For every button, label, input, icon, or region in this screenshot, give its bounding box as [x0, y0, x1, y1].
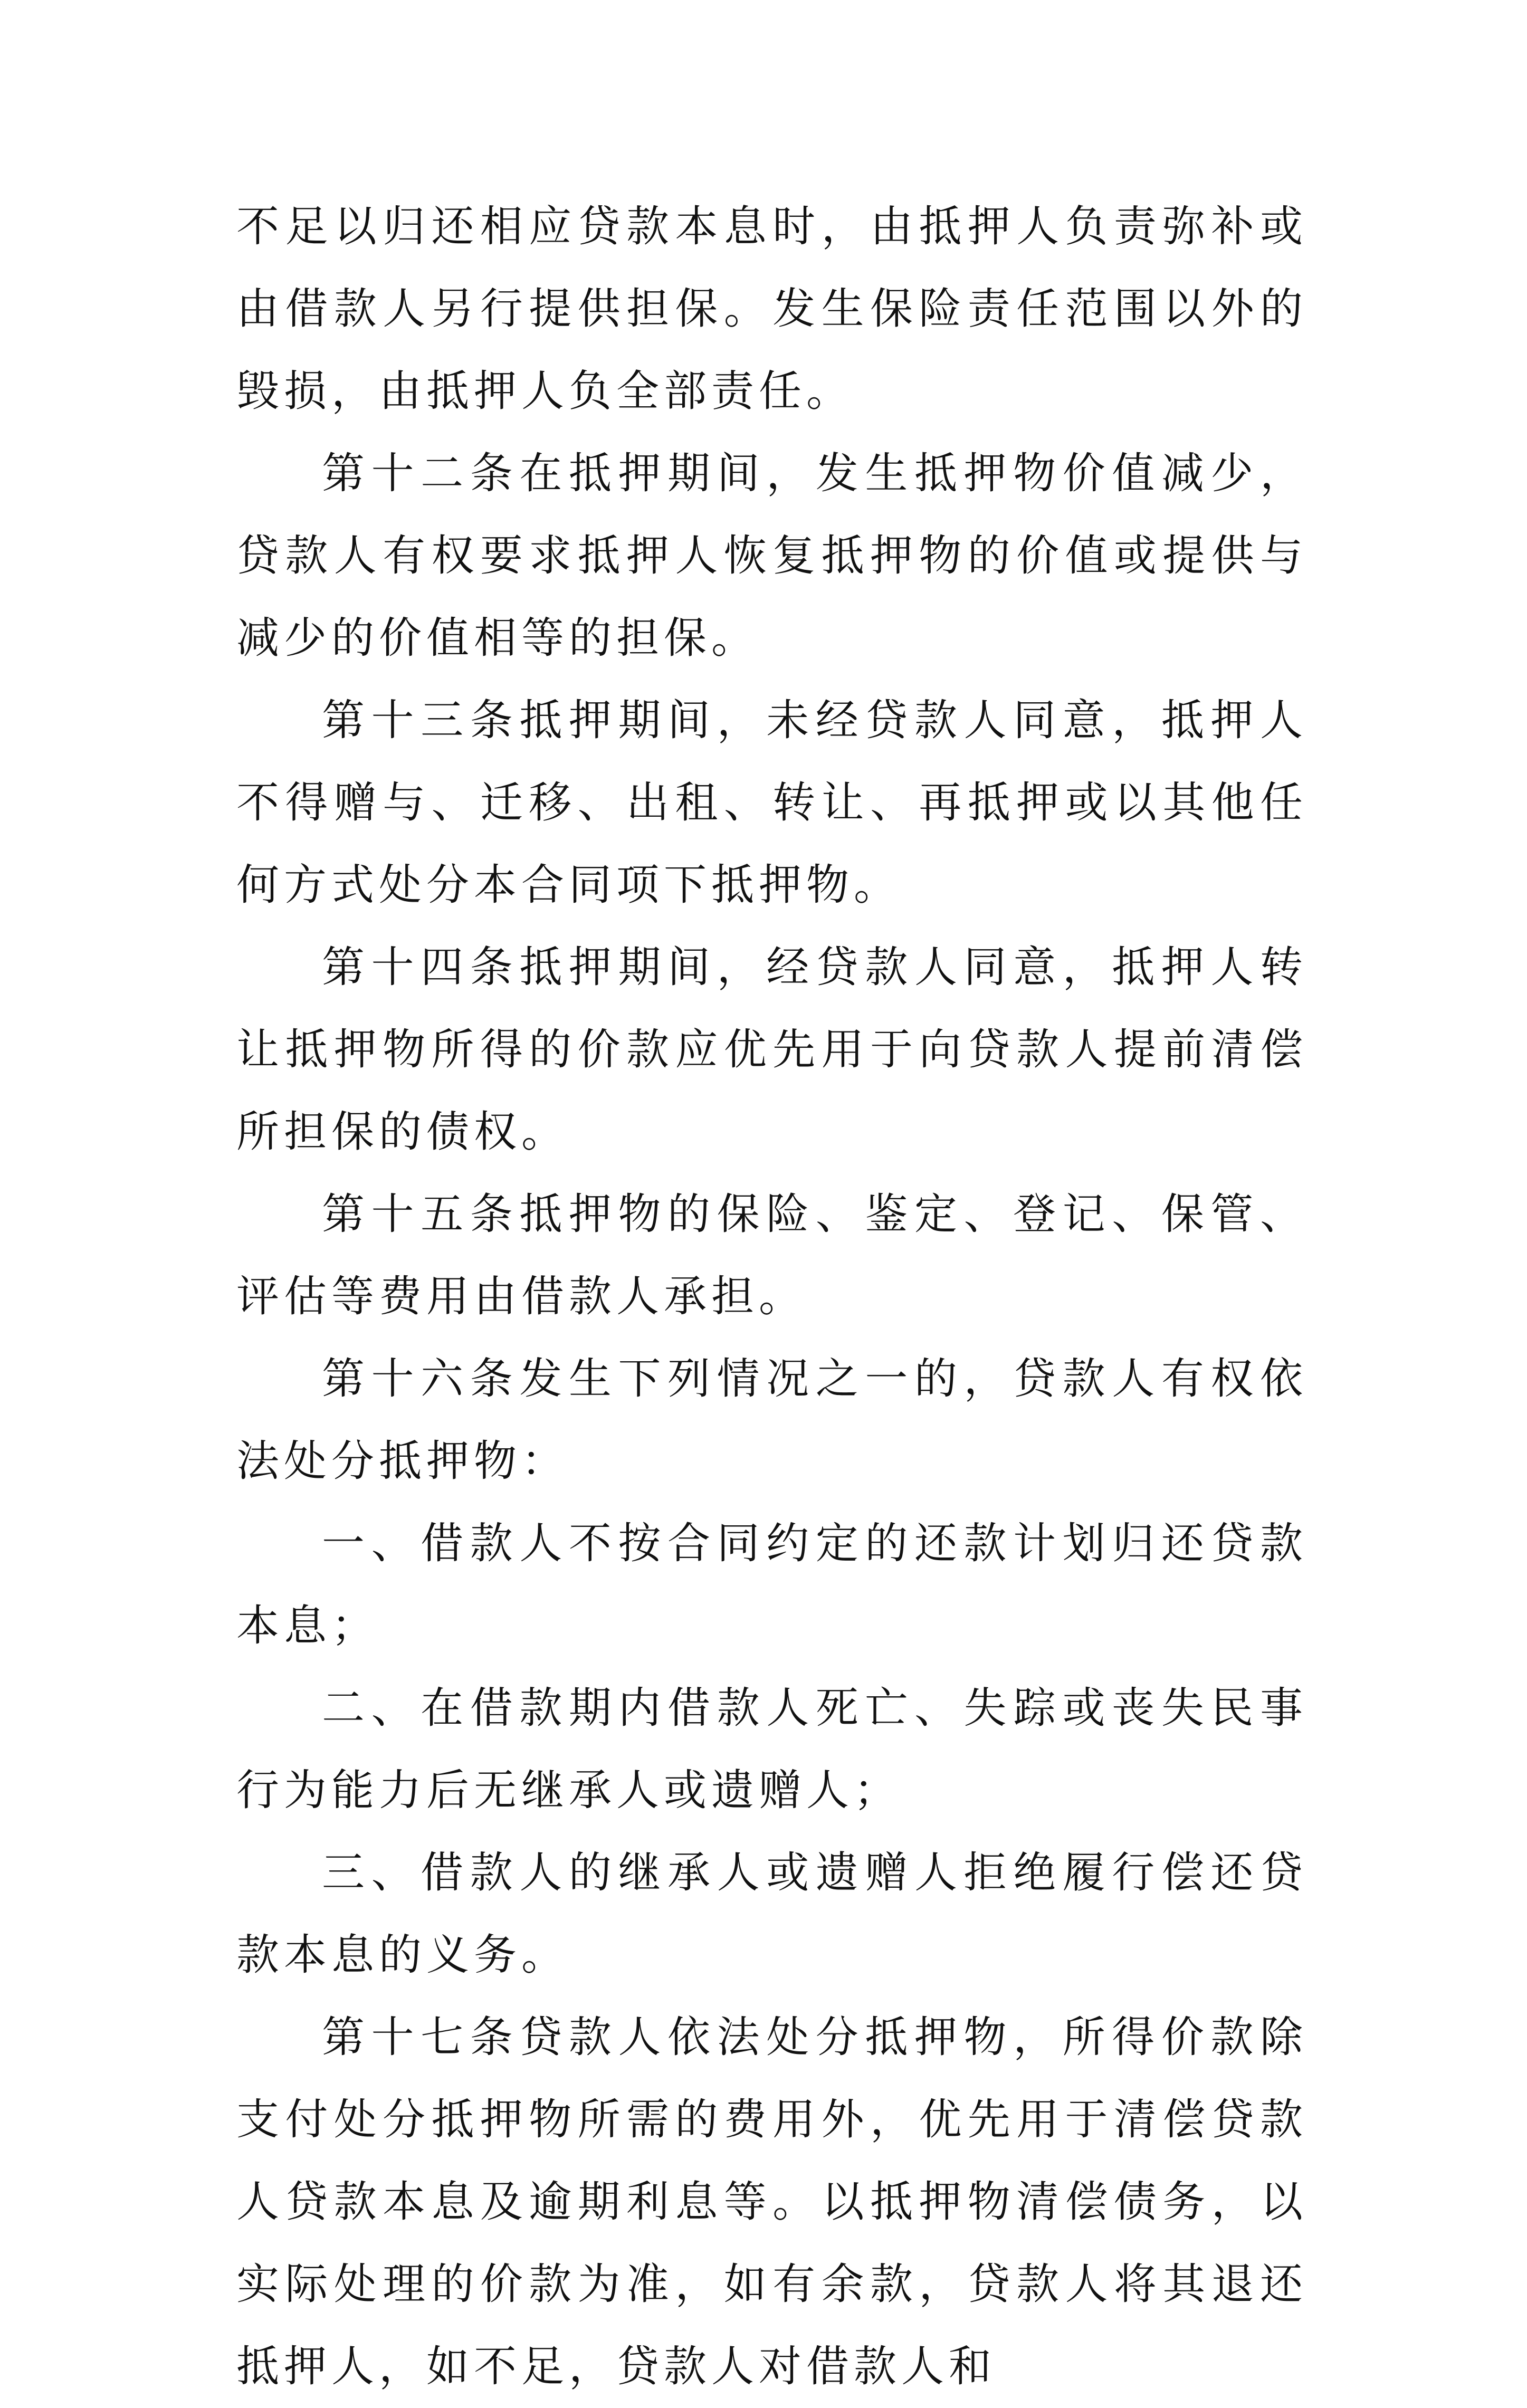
paragraph-continuation: 不足以归还相应贷款本息时，由抵押人负责弥补或由借款人另行提供担保。发生保险责任范围以外的毁损，由抵押人负全部责任。	[236, 202, 1308, 416]
paragraph-article-14: 第十四条抵押期间，经贷款人同意，抵押人转让抵押物所得的价款应优先用于向贷款人提前清偿所担保的债权。	[236, 943, 1308, 1157]
list-item-3: 三、借款人的继承人或遗赠人拒绝履行偿还贷款本息的义务。	[236, 1848, 1308, 1980]
paragraph-article-13: 第十三条抵押期间，未经贷款人同意，抵押人不得赠与、迁移、出租、转让、再抵押或以其他任何方式处分本合同项下抵押物。	[236, 696, 1308, 910]
document-body	[236, 186, 1308, 2408]
paragraph-article-16: 第十六条发生下列情况之一的，贷款人有权依法处分抵押物：	[236, 1354, 1308, 1486]
paragraph-article-17: 第十七条贷款人依法处分抵押物，所得价款除支付处分抵押物所需的费用外，优先用于清偿贷款人贷款本息及逾期利息等。以抵押物清偿债务，以实际处理的价款为准，如有余款，贷款人将其退还抵押人，如不足，贷款人对借款人和	[236, 2013, 1308, 2392]
list-item-1: 一、借款人不按合同约定的还款计划归还贷款本息；	[236, 1519, 1308, 1651]
paragraph-article-15: 第十五条抵押物的保险、鉴定、登记、保管、评估等费用由借款人承担。	[236, 1190, 1308, 1322]
list-item-2: 二、在借款期内借款人死亡、失踪或丧失民事行为能力后无继承人或遗赠人；	[236, 1684, 1308, 1815]
paragraph-article-12: 第十二条在抵押期间，发生抵押物价值减少，贷款人有权要求抵押人恢复抵押物的价值或提供与减少的价值相等的担保。	[236, 449, 1308, 663]
